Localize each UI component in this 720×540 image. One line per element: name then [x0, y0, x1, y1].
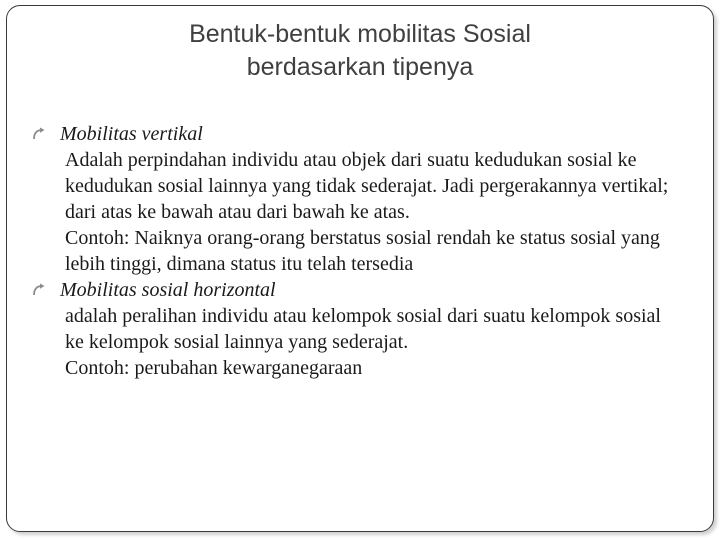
bullet-heading-horizontal [32, 277, 684, 303]
slide-content [44, 121, 684, 381]
slide-title [40, 18, 680, 84]
bullet-heading-vertical [32, 121, 684, 147]
bullet-body-vertical [44, 147, 684, 277]
curved-arrow-bullet-icon [32, 127, 46, 141]
paragraph-example: Contoh: perubahan kewarganegaraan [65, 357, 363, 379]
paragraph-example: Contoh: Naiknya orang-orang berstatus sosial rendah ke status sosial yang lebih tinggi, dimana status itu telah tersedia [65, 227, 660, 275]
curved-arrow-bullet-icon [32, 283, 46, 297]
paragraph-definition: adalah peralihan individu atau kelompok sosial dari suatu kelompok sosial ke kelompok sosial lainnya yang sederajat. [65, 305, 661, 353]
paragraph-definition: Adalah perpindahan individu atau objek dari suatu kedudukan sosial ke kedudukan sosial lainnya yang tidak sederajat. Jadi pergerakannya vertikal; dari atas ke bawah atau dari bawah ke atas. [65, 149, 669, 223]
bullet-heading-text: Mobilitas sosial horizontal [60, 279, 276, 301]
title-line-2: berdasarkan tipenya [246, 53, 474, 81]
title-line-1: Bentuk-bentuk mobilitas Sosial [189, 20, 531, 48]
bullet-body-horizontal [44, 303, 684, 381]
bullet-heading-text: Mobilitas vertikal [60, 123, 203, 145]
